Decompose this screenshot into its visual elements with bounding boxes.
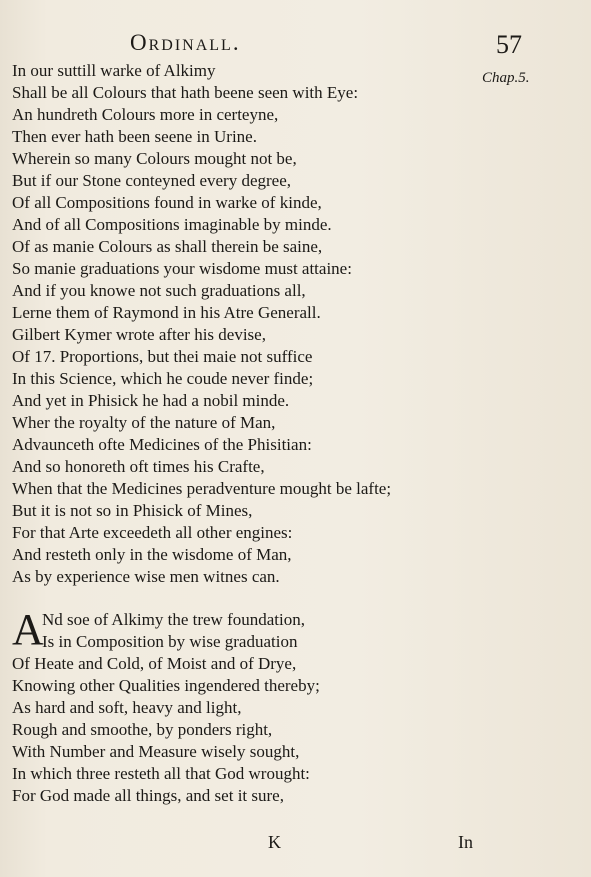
verse-line: When that the Medicines peradventure mought be lafte; bbox=[12, 479, 392, 498]
verse-line: An hundreth Colours more in certeyne, bbox=[12, 105, 279, 124]
verse-line: And so honoreth oft times his Crafte, bbox=[12, 457, 265, 476]
verse-line: Of Heate and Cold, of Moist and of Drye, bbox=[12, 654, 297, 673]
verse-line: Advaunceth ofte Medicines of the Phisitian: bbox=[12, 435, 312, 454]
paragraph-opening bbox=[12, 605, 482, 654]
verse-line: Of 17. Proportions, but thei maie not suffice bbox=[12, 347, 313, 366]
verse-line: Knowing other Qualities ingendered thereby; bbox=[12, 676, 320, 695]
verse-line: Of all Compositions found in warke of kinde, bbox=[12, 193, 322, 212]
verse-line: So manie graduations your wisdome must attaine: bbox=[12, 259, 352, 278]
verse-line: Then ever hath been seene in Urine. bbox=[12, 127, 257, 146]
verse-line: For God made all things, and set it sure, bbox=[12, 786, 284, 805]
verse-line: Is in Composition by wise graduation bbox=[42, 632, 298, 651]
verse-line: Gilbert Kymer wrote after his devise, bbox=[12, 325, 266, 344]
verse-line: And resteth only in the wisdome of Man, bbox=[12, 545, 292, 564]
verse-line: Nd soe of Alkimy the trew foundation, bbox=[42, 610, 305, 629]
verse-line: Shall be all Colours that hath beene seen with Eye: bbox=[12, 83, 359, 102]
verse-line: With Number and Measure wisely sought, bbox=[12, 742, 300, 761]
drop-cap: A bbox=[12, 605, 44, 654]
verse-line: In which three resteth all that God wrought: bbox=[12, 764, 310, 783]
chapter-margin-note: Chap.5. bbox=[482, 70, 530, 86]
verse-line: And yet in Phisick he had a nobil minde. bbox=[12, 391, 290, 410]
running-head bbox=[0, 26, 591, 60]
verse-line: As hard and soft, heavy and light, bbox=[12, 698, 242, 717]
verse-line: Rough and smoothe, by ponders right, bbox=[12, 720, 273, 739]
verse-line: But it is not so in Phisick of Mines, bbox=[12, 501, 253, 520]
verse-line: But if our Stone conteyned every degree, bbox=[12, 171, 291, 190]
verse-line: And if you knowe not such graduations all, bbox=[12, 281, 306, 300]
signature-mark: K bbox=[268, 832, 281, 852]
page-number: 57 bbox=[496, 30, 522, 59]
verse-line: As by experience wise men witnes can. bbox=[12, 567, 280, 586]
verse-line: Of as manie Colours as shall therein be saine, bbox=[12, 237, 323, 256]
verse-line: For that Arte exceedeth all other engines: bbox=[12, 523, 293, 542]
verse-line: And of all Compositions imaginable by minde. bbox=[12, 215, 332, 234]
verse-line: Lerne them of Raymond in his Atre Generall. bbox=[12, 303, 321, 322]
verse-line: In our suttill warke of Alkimy bbox=[12, 61, 216, 80]
verse-line: In this Science, which he coude never finde; bbox=[12, 369, 314, 388]
verse-line: Wherein so many Colours mought not be, bbox=[12, 149, 297, 168]
running-title: Ordinall. bbox=[130, 30, 241, 55]
catchword: In bbox=[458, 832, 473, 852]
poem-text bbox=[12, 60, 482, 807]
verse-line: Wher the royalty of the nature of Man, bbox=[12, 413, 276, 432]
stanza-gap bbox=[12, 588, 482, 609]
